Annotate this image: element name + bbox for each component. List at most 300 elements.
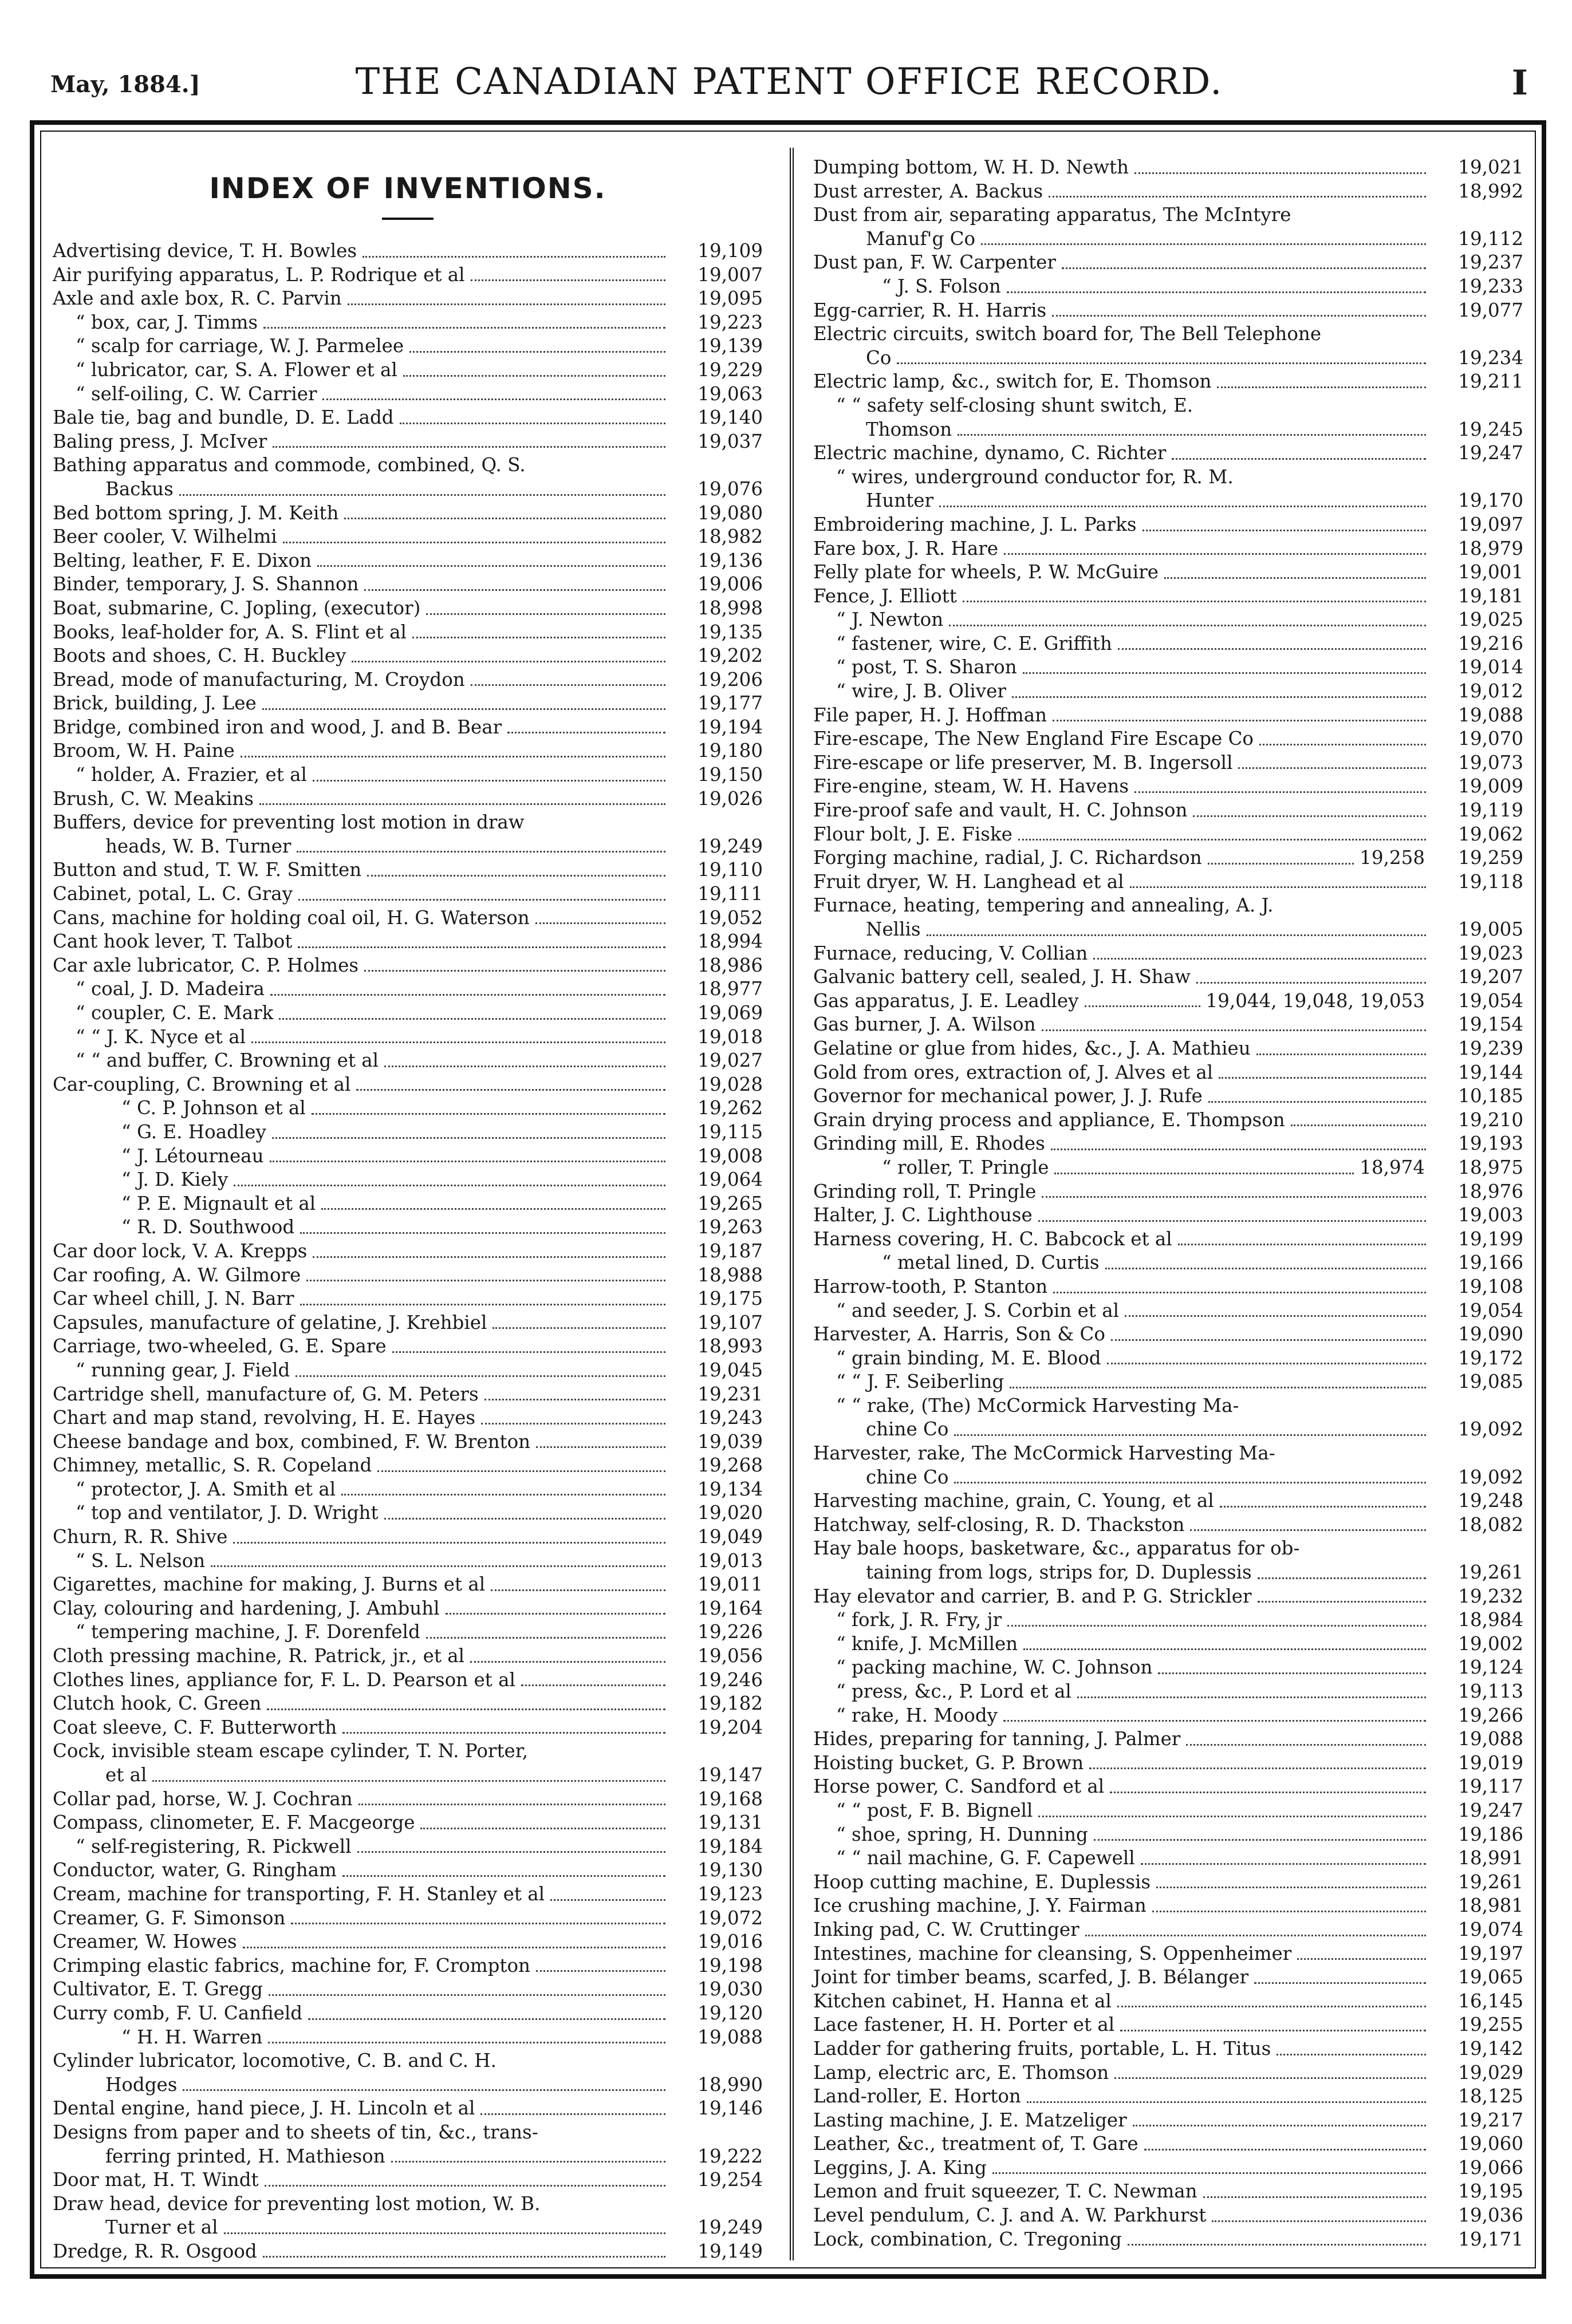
- index-entry: [53, 311, 763, 335]
- index-entry: [813, 561, 1523, 585]
- entry-text: “ “ nail machine, G. F. Capewell: [836, 1847, 1135, 1869]
- index-entry: [53, 1096, 763, 1120]
- index-entry: [813, 942, 1523, 966]
- index-entry: [813, 1727, 1523, 1751]
- patent-number: 19,243: [698, 1407, 763, 1429]
- index-entry: [53, 478, 763, 502]
- leader-dots: [384, 1518, 665, 1520]
- index-entry: [813, 2132, 1523, 2156]
- patent-number: 19,265: [698, 1192, 763, 1214]
- entry-text: “ H. H. Warren: [121, 2026, 263, 2048]
- index-entry: [53, 954, 763, 978]
- patent-number: 19,023: [1458, 942, 1523, 964]
- leader-dots: [1054, 1173, 1354, 1174]
- entry-text: Harness covering, H. C. Babcock et al: [813, 1228, 1172, 1250]
- leader-dots: [481, 1423, 665, 1425]
- entry-text: “ metal lined, D. Curtis: [882, 1252, 1100, 1274]
- index-entry: [53, 1073, 763, 1097]
- patent-number: 19,054: [1458, 1299, 1523, 1321]
- leader-dots: [183, 2089, 665, 2091]
- leader-dots: [251, 1041, 665, 1043]
- patent-number: 19,226: [698, 1621, 763, 1643]
- leader-dots: [1142, 530, 1426, 531]
- patent-number: 19,065: [1458, 1966, 1523, 1988]
- entry-text: Electric circuits, switch board for, The Bell Telephone: [813, 323, 1322, 345]
- index-entry: [53, 1216, 763, 1240]
- index-entry: [813, 1442, 1523, 1466]
- leader-dots: [1190, 1529, 1426, 1531]
- patent-number: 19,168: [698, 1788, 763, 1810]
- patent-number: 19,052: [698, 906, 763, 929]
- entry-text: Fruit dryer, W. H. Langhead et al: [813, 870, 1124, 893]
- leader-dots: [1107, 1363, 1426, 1364]
- index-entry: [813, 680, 1523, 704]
- patent-number: 19,266: [1458, 1704, 1523, 1726]
- index-entry: [813, 465, 1523, 490]
- entry-text: Creamer, W. Howes: [53, 1931, 237, 1953]
- leader-dots: [1203, 2196, 1426, 2198]
- index-entry: [813, 1537, 1523, 1561]
- index-entry: [813, 1846, 1523, 1871]
- index-entry: [813, 513, 1523, 537]
- leader-dots: [273, 446, 665, 448]
- patent-number: 19,210: [1458, 1108, 1523, 1131]
- index-entry: [813, 1608, 1523, 1632]
- entry-text: Electric lamp, &c., switch for, E. Thomson: [813, 370, 1212, 393]
- patent-number: 19,095: [698, 287, 763, 310]
- index-entry: [813, 656, 1523, 680]
- patent-number: 19,263: [698, 1216, 763, 1238]
- patent-number: 18,992: [1458, 180, 1523, 202]
- patent-number: 19,012: [1458, 680, 1523, 703]
- entry-text: Ice crushing machine, J. Y. Fairman: [813, 1895, 1147, 1917]
- entry-text: Gas burner, J. A. Wilson: [813, 1013, 1036, 1036]
- patent-number: 19,249: [698, 2216, 763, 2239]
- patent-number: 19,195: [1458, 2180, 1523, 2203]
- index-entry: [53, 668, 763, 692]
- patent-number: 19,247: [1458, 1799, 1523, 1821]
- entry-text: “ top and ventilator, J. D. Wright: [76, 1502, 379, 1524]
- index-entry: [53, 1383, 763, 1407]
- index-entry: [813, 299, 1523, 323]
- entry-text: Dust arrester, A. Backus: [813, 180, 1043, 202]
- index-entry: [53, 1549, 763, 1573]
- index-entry: [53, 1240, 763, 1264]
- index-entry: [813, 585, 1523, 609]
- patent-number: 19,011: [698, 1573, 763, 1596]
- leader-dots: [1077, 1696, 1426, 1698]
- entry-text: Clay, colouring and hardening, J. Ambuhl: [53, 1597, 440, 1619]
- patent-number: 19,184: [698, 1835, 763, 1857]
- index-entry: [53, 2073, 763, 2097]
- entry-text: Galvanic battery cell, sealed, J. H. Shaw: [813, 966, 1191, 988]
- index-entry: [53, 1311, 763, 1335]
- patent-number: 19,112: [1458, 227, 1523, 250]
- index-entry: [813, 1251, 1523, 1275]
- leader-dots: [1196, 982, 1426, 984]
- entry-text: “ “ safety self-closing shunt switch, E.: [836, 394, 1193, 416]
- index-entry: [53, 858, 763, 882]
- leader-dots: [1111, 1339, 1426, 1341]
- index-entry: [813, 227, 1523, 251]
- leader-dots: [403, 375, 665, 377]
- entry-text: “ box, car, J. Timms: [76, 311, 258, 333]
- entry-text: Cartridge shell, manufacture of, G. M. Peters: [53, 1383, 479, 1405]
- index-entry: [53, 739, 763, 763]
- index-entry: [813, 1799, 1523, 1823]
- patent-number: 19,054: [1458, 989, 1523, 1012]
- patent-number: 19,036: [1458, 2204, 1523, 2227]
- page-header: [50, 60, 1528, 111]
- index-entry: [53, 835, 763, 859]
- index-entry: [53, 1811, 763, 1835]
- index-entry: [813, 1084, 1523, 1108]
- entry-text: “ packing machine, W. C. Johnson: [836, 1656, 1153, 1679]
- patent-number: 18,986: [698, 954, 763, 976]
- entry-text: “ fastener, wire, C. E. Griffith: [836, 632, 1112, 654]
- index-entry: [53, 453, 763, 478]
- index-entry: [53, 287, 763, 311]
- entry-text: “ running gear, J. Field: [76, 1359, 290, 1381]
- patent-number: 19,092: [1458, 1418, 1523, 1441]
- patent-number: 19,223: [698, 311, 763, 333]
- entry-text: Lock, combination, C. Tregoning: [813, 2228, 1122, 2250]
- leader-dots: [300, 1304, 665, 1305]
- entry-text: Fence, J. Elliott: [813, 585, 957, 607]
- patent-number: 19,025: [1458, 609, 1523, 631]
- entry-text: “ J. S. Folson: [882, 275, 1001, 297]
- index-entry: [53, 239, 763, 263]
- index-entry: [53, 263, 763, 287]
- leader-dots: [1093, 958, 1426, 960]
- leader-dots: [1007, 291, 1426, 293]
- patent-number: 19,020: [698, 1502, 763, 1524]
- index-entry: [53, 1907, 763, 1931]
- index-entry: [813, 608, 1523, 632]
- patent-number: 19,021: [1458, 156, 1523, 178]
- entry-text: Halter, J. C. Lighthouse: [813, 1204, 1033, 1226]
- patent-number: 19,164: [698, 1597, 763, 1619]
- leader-dots: [1141, 1863, 1426, 1865]
- patent-number: 19,154: [1458, 1013, 1523, 1036]
- leader-dots: [1217, 386, 1426, 388]
- entry-text: “ scalp for carriage, W. J. Parmelee: [76, 335, 404, 357]
- entry-text: Ladder for gathering fruits, portable, L. H. Titus: [813, 2037, 1271, 2059]
- patent-number: 19,199: [1458, 1228, 1523, 1250]
- leader-dots: [1007, 1625, 1426, 1627]
- entry-text: Egg-carrier, R. H. Harris: [813, 299, 1047, 321]
- entry-text: Compass, clinometer, E. F. Macgeorge: [53, 1812, 415, 1834]
- entry-text: Lemon and fruit squeezer, T. C. Newman: [813, 2180, 1197, 2203]
- leader-dots: [963, 601, 1426, 602]
- entry-text: “ tempering machine, J. F. Dorenfeld: [76, 1621, 420, 1643]
- index-entry: [53, 2097, 763, 2121]
- leader-dots: [342, 1732, 665, 1734]
- index-entry: [53, 644, 763, 668]
- patent-number: 19,108: [1458, 1275, 1523, 1297]
- patent-number: 19,131: [698, 1812, 763, 1834]
- patent-number: 19,007: [698, 263, 763, 286]
- patent-number: 19,136: [698, 549, 763, 571]
- index-entry: [813, 370, 1523, 394]
- index-entry: [813, 1204, 1523, 1228]
- patent-number: 19,202: [698, 645, 763, 667]
- patent-number: 19,070: [1458, 728, 1523, 750]
- entry-text: Air purifying apparatus, L. P. Rodrique et al: [53, 263, 465, 286]
- patent-number: 18,998: [698, 597, 763, 619]
- entry-text: Intestines, machine for cleansing, S. Oppenheimer: [813, 1942, 1292, 1964]
- entry-text: Co: [866, 346, 892, 369]
- leader-dots: [342, 1875, 665, 1877]
- index-entry: [53, 597, 763, 621]
- entry-extra-number: 19,258: [1360, 847, 1425, 869]
- patent-number: 19,186: [1458, 1823, 1523, 1845]
- index-entry: [53, 1525, 763, 1549]
- entry-text: Bathing apparatus and commode, combined, Q. S.: [53, 454, 526, 476]
- entry-text: “ fork, J. R. Fry, jr: [836, 1609, 1002, 1631]
- leader-dots: [364, 970, 665, 972]
- index-entry: [813, 823, 1523, 847]
- patent-number: 19,130: [698, 1859, 763, 1881]
- entry-text: Inking pad, C. W. Cruttinger: [813, 1918, 1079, 1940]
- index-entry: [813, 156, 1523, 180]
- index-entry: [813, 1656, 1523, 1680]
- leader-dots: [298, 946, 665, 948]
- entry-text: “ “ post, F. B. Bignell: [836, 1799, 1033, 1821]
- index-entry: [53, 621, 763, 645]
- index-entry: [53, 2168, 763, 2192]
- patent-number: 19,008: [698, 1145, 763, 1167]
- index-entry: [813, 2109, 1523, 2133]
- leader-dots: [317, 565, 665, 567]
- entry-text: Beer cooler, V. Wilhelmi: [53, 526, 277, 548]
- entry-text: Level pendulum, C. J. and A. W. Parkhurst: [813, 2204, 1207, 2227]
- leader-dots: [322, 398, 665, 400]
- index-entry: [813, 2085, 1523, 2109]
- leader-dots: [1125, 1315, 1426, 1317]
- index-entry: [53, 2145, 763, 2169]
- index-entry: [53, 1454, 763, 1478]
- entry-text: Bread, mode of manufacturing, M. Croydon: [53, 668, 465, 691]
- entry-text: Car wheel chill, J. N. Barr: [53, 1288, 294, 1310]
- index-entry: [813, 1228, 1523, 1252]
- leader-dots: [1158, 1672, 1426, 1674]
- patent-number: 19,247: [1458, 442, 1523, 464]
- leader-dots: [535, 922, 665, 924]
- index-entry: [53, 1049, 763, 1073]
- patent-number: 19,207: [1458, 966, 1523, 988]
- entry-text: “ C. P. Johnson et al: [121, 1097, 306, 1119]
- patent-number: 19,204: [698, 1716, 763, 1738]
- index-entry: [53, 1739, 763, 1763]
- patent-number: 19,019: [1458, 1751, 1523, 1774]
- entry-extra-number: 19,044, 19,048, 19,053: [1205, 989, 1425, 1012]
- leader-dots: [300, 1232, 665, 1234]
- patent-number: 19,080: [698, 502, 763, 524]
- patent-number: 18,975: [1458, 1156, 1523, 1178]
- index-entry: [813, 1156, 1523, 1180]
- leader-dots: [279, 1018, 665, 1020]
- index-entry: [53, 1620, 763, 1644]
- patent-number: 19,249: [698, 835, 763, 857]
- leader-dots: [1208, 863, 1354, 865]
- entry-text: Horse power, C. Sandford et al: [813, 1775, 1105, 1798]
- leader-dots: [1118, 648, 1426, 650]
- index-entry: [813, 180, 1523, 204]
- patent-number: 19,216: [1458, 632, 1523, 654]
- patent-number: 19,060: [1458, 2133, 1523, 2155]
- index-entry: [53, 1930, 763, 1954]
- leader-dots: [262, 708, 665, 710]
- leader-dots: [480, 2113, 665, 2115]
- leader-dots: [1258, 1577, 1426, 1579]
- index-entry: [813, 1513, 1523, 1537]
- entry-text: Dental engine, hand piece, J. H. Lincoln et al: [53, 2097, 475, 2120]
- entry-text: “ P. E. Mignault et al: [121, 1192, 316, 1214]
- index-entry: [53, 2192, 763, 2216]
- patent-number: 19,018: [698, 1025, 763, 1048]
- patent-number: 16,145: [1458, 1990, 1523, 2012]
- entry-text: Car-coupling, C. Browning et al: [53, 1073, 351, 1095]
- index-entry: [53, 906, 763, 930]
- leader-dots: [283, 542, 665, 543]
- index-entry: [813, 2204, 1523, 2228]
- entry-text: “ R. D. Southwood: [121, 1216, 295, 1238]
- patent-number: 19,045: [698, 1359, 763, 1381]
- leader-dots: [992, 2172, 1426, 2174]
- leader-dots: [426, 613, 665, 615]
- patent-number: 19,117: [1458, 1775, 1523, 1798]
- entry-text: Crimping elastic fabrics, machine for, F. Crompton: [53, 1954, 530, 1976]
- index-entry: [53, 1644, 763, 1668]
- leader-dots: [306, 1280, 665, 1281]
- patent-number: 19,027: [698, 1049, 763, 1072]
- index-entry: [813, 1370, 1523, 1394]
- entry-text: Dust from air, separating apparatus, The McIntyre: [813, 204, 1291, 226]
- index-entry: [813, 1418, 1523, 1442]
- index-entry: [53, 1716, 763, 1740]
- entry-text: Clothes lines, appliance for, F. L. D. Pearson et al: [53, 1668, 515, 1691]
- patent-number: 19,107: [698, 1311, 763, 1333]
- leader-dots: [1003, 1720, 1426, 1722]
- leader-dots: [1062, 267, 1426, 269]
- entry-text: Capsules, manufacture of gelatine, J. Krehbiel: [53, 1311, 487, 1333]
- entry-extra-number: 18,974: [1360, 1156, 1425, 1178]
- index-entry: [53, 2240, 763, 2264]
- index-entry: [813, 1180, 1523, 1204]
- patent-number: 19,109: [698, 240, 763, 262]
- patent-number: 19,074: [1458, 1918, 1523, 1940]
- index-entry: [53, 882, 763, 906]
- index-entry: [813, 965, 1523, 989]
- patent-number: 18,976: [1458, 1180, 1523, 1202]
- index-entry: [53, 382, 763, 407]
- leader-dots: [981, 243, 1426, 245]
- leader-dots: [269, 1994, 665, 1996]
- leader-dots: [312, 1113, 665, 1115]
- entry-text: “ lubricator, car, S. A. Flower et al: [76, 358, 397, 381]
- entry-text: Boat, submarine, C. Jopling, (executor): [53, 597, 421, 619]
- index-entry: [53, 2216, 763, 2240]
- index-entry: [813, 1918, 1523, 1942]
- patent-number: 19,261: [1458, 1561, 1523, 1584]
- patent-number: 19,248: [1458, 1490, 1523, 1512]
- index-entry: [53, 358, 763, 382]
- entry-text: Cock, invisible steam escape cylinder, T. N. Porter,: [53, 1740, 529, 1762]
- entry-text: Cylinder lubricator, locomotive, C. B. and C. H.: [53, 2050, 497, 2072]
- leader-dots: [263, 327, 665, 329]
- index-entry: [813, 1942, 1523, 1966]
- patent-number: 19,144: [1458, 1061, 1523, 1083]
- entry-text: Hoop cutting machine, E. Duplessis: [813, 1871, 1151, 1893]
- index-entry: [53, 2026, 763, 2050]
- index-entry: [53, 502, 763, 526]
- entry-text: Belting, leather, F. E. Dixon: [53, 549, 312, 571]
- index-entry: [813, 1561, 1523, 1585]
- leader-dots: [536, 1446, 665, 1448]
- index-entry: [813, 394, 1523, 418]
- entry-text: Button and stud, T. W. F. Smitten: [53, 859, 362, 881]
- entry-text: Lasting machine, J. E. Matzeliger: [813, 2109, 1127, 2131]
- entry-text: Churn, R. R. Shive: [53, 1526, 228, 1548]
- leader-dots: [348, 303, 665, 305]
- entry-text: Hay elevator and carrier, B. and P. G. Strickler: [813, 1585, 1252, 1607]
- entry-text: “ S. L. Nelson: [76, 1549, 206, 1572]
- index-entry: [813, 1704, 1523, 1728]
- patent-number: 19,003: [1458, 1204, 1523, 1226]
- index-entry: [53, 2002, 763, 2026]
- entry-text: “ J. Newton: [836, 609, 944, 631]
- patent-number: 19,194: [698, 716, 763, 738]
- leader-dots: [298, 899, 665, 901]
- leader-dots: [1049, 196, 1426, 198]
- index-entry: [813, 704, 1523, 728]
- leader-dots: [927, 934, 1426, 936]
- entry-text: Electric machine, dynamo, C. Richter: [813, 442, 1167, 464]
- entry-text: Cabinet, potal, L. C. Gray: [53, 883, 293, 905]
- patent-number: 19,147: [698, 1764, 763, 1786]
- index-entry: [53, 430, 763, 454]
- entry-text: “ J. D. Kiely: [121, 1169, 228, 1191]
- index-entry: [813, 441, 1523, 465]
- entry-text: “ “ J. F. Seiberling: [836, 1371, 1004, 1393]
- column-divider: [790, 148, 794, 2260]
- index-entry: [813, 489, 1523, 513]
- entry-text: Fare box, J. R. Hare: [813, 537, 998, 559]
- entry-text: Car door lock, V. A. Krepps: [53, 1240, 308, 1262]
- patent-number: 19,211: [1458, 370, 1523, 393]
- entry-text: “ grain binding, M. E. Blood: [836, 1347, 1101, 1369]
- entry-text: “ roller, T. Pringle: [882, 1156, 1049, 1178]
- leader-dots: [1128, 2244, 1426, 2246]
- patent-number: 19,014: [1458, 656, 1523, 678]
- index-entry: [813, 1775, 1523, 1799]
- leader-dots: [1258, 1601, 1426, 1603]
- index-entry: [53, 1001, 763, 1025]
- entry-text: “ wire, J. B. Oliver: [836, 680, 1006, 703]
- entry-text: Dust pan, F. W. Carpenter: [813, 251, 1056, 274]
- leader-dots: [1038, 1816, 1426, 1817]
- entry-text: Brick, building, J. Lee: [53, 692, 257, 715]
- patent-number: 19,146: [698, 2097, 763, 2120]
- index-entry: [813, 322, 1523, 346]
- index-entry: [813, 894, 1523, 918]
- patent-number: 19,180: [698, 740, 763, 762]
- patent-number: 19,088: [1458, 704, 1523, 726]
- leader-dots: [357, 1851, 665, 1853]
- entry-text: “ self-registering, R. Pickwell: [76, 1835, 352, 1857]
- leader-dots: [211, 1565, 665, 1567]
